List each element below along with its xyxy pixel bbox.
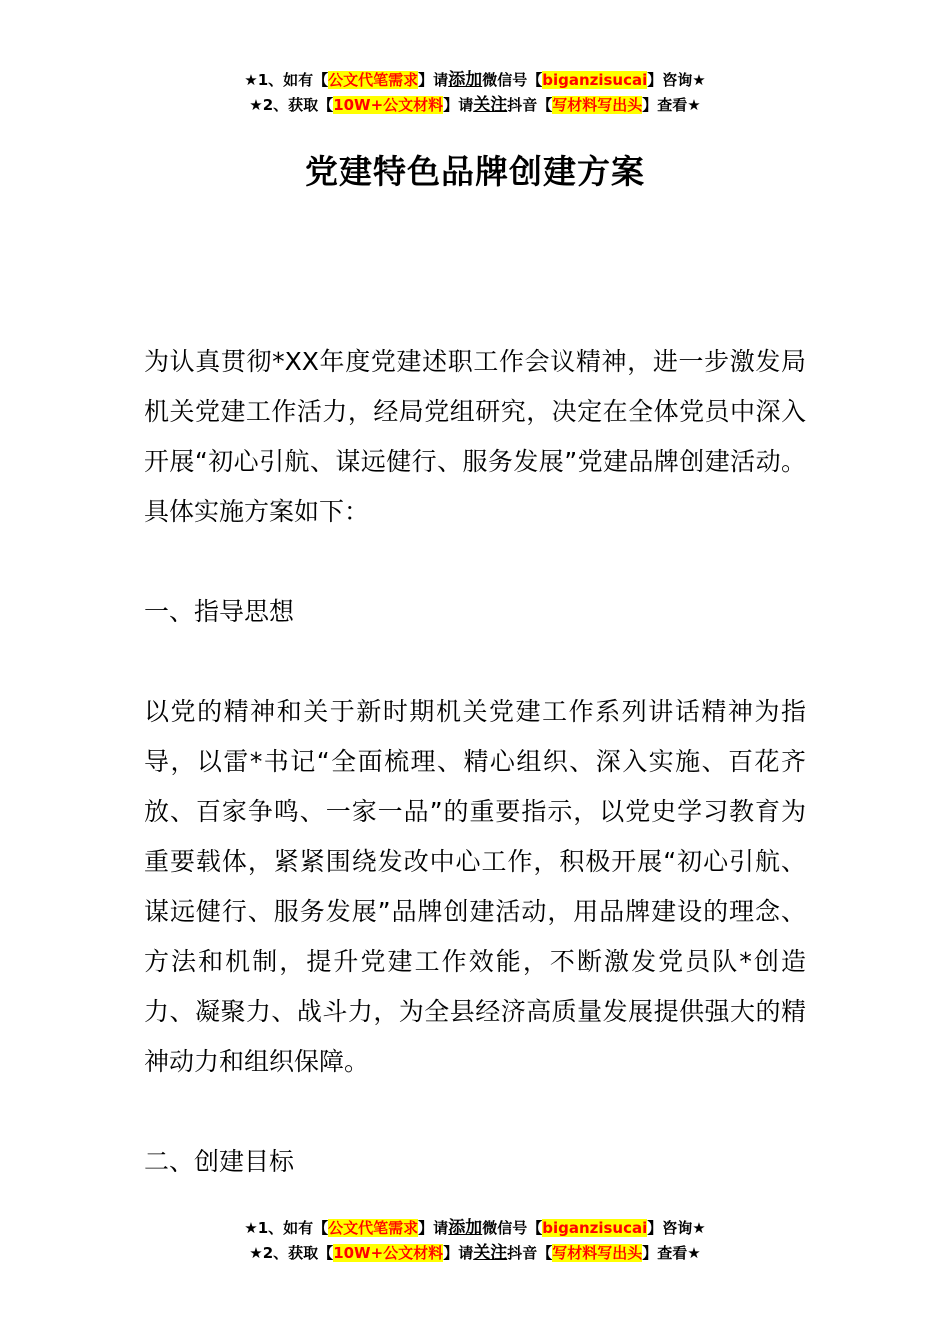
header-banner bbox=[0, 68, 950, 118]
banner-text: ★1、如有【 bbox=[244, 71, 329, 89]
intro-paragraph: 为认真贯彻*XX年度党建述职工作会议精神，进一步激发局机关党建工作活力，经局党组研究，决定在全体党员中深入开展“初心引航、谋远健行、服务发展”党建品牌创建活动。具体实施方案如下： bbox=[144, 347, 806, 526]
banner-text: 】请 bbox=[443, 96, 474, 114]
banner-emphasis: 添加 bbox=[448, 1218, 483, 1238]
section-1-body: 以党的精神和关于新时期机关党建工作系列讲话精神为指导，以雷*书记“全面梳理、精心组织、深入实施、百花齐放、百家争鸣、一家一品”的重要指示，以党史学习教育为重要载体，紧紧围绕发改中心工作，积极开展“初心引航、谋远健行、服务发展”品牌创建活动，用品牌建设的理念、方法和机制，提升党建工作效能，不断激发党员队*创造力、凝聚力、战斗力，为全县经济高质量发展提供强大的精神动力和组织保障。 bbox=[144, 697, 806, 1076]
banner-highlight: 公文代笔需求 bbox=[328, 71, 419, 89]
banner-text: 抖音【 bbox=[507, 96, 553, 114]
banner-text: 微信号【 bbox=[482, 71, 543, 89]
banner-highlight: 公文代笔需求 bbox=[328, 1219, 419, 1237]
banner-text: 】请 bbox=[443, 1244, 474, 1262]
banner-emphasis: 添加 bbox=[448, 70, 483, 90]
banner-emphasis: 关注 bbox=[473, 1243, 508, 1263]
banner-wechat-id: biganzisucai bbox=[542, 1219, 648, 1237]
banner-text: 】咨询★ bbox=[647, 71, 706, 89]
banner-douyin-id: 写材料写出头 bbox=[552, 96, 643, 114]
banner-text: 】查看★ bbox=[642, 1244, 701, 1262]
header-banner-line-1 bbox=[0, 68, 950, 93]
header-banner-line-2 bbox=[0, 93, 950, 118]
banner-highlight: 10W+公文材料 bbox=[333, 96, 444, 114]
banner-text: 】请 bbox=[418, 1219, 449, 1237]
banner-text: 抖音【 bbox=[507, 1244, 553, 1262]
footer-banner bbox=[0, 1216, 950, 1266]
document-body bbox=[144, 337, 806, 1187]
banner-text: 】咨询★ bbox=[647, 1219, 706, 1237]
banner-text: 】请 bbox=[418, 71, 449, 89]
banner-text: 】查看★ bbox=[642, 96, 701, 114]
banner-wechat-id: biganzisucai bbox=[542, 71, 648, 89]
document-title: 党建特色品牌创建方案 bbox=[305, 152, 645, 191]
section-2-heading: 二、创建目标 bbox=[144, 1147, 295, 1176]
banner-text: ★1、如有【 bbox=[244, 1219, 329, 1237]
section-1-heading: 一、指导思想 bbox=[144, 597, 295, 626]
banner-emphasis: 关注 bbox=[473, 95, 508, 115]
footer-banner-line-1 bbox=[0, 1216, 950, 1241]
banner-text: ★2、获取【 bbox=[249, 96, 334, 114]
banner-text: 微信号【 bbox=[482, 1219, 543, 1237]
banner-douyin-id: 写材料写出头 bbox=[552, 1244, 643, 1262]
banner-highlight: 10W+公文材料 bbox=[333, 1244, 444, 1262]
banner-text: ★2、获取【 bbox=[249, 1244, 334, 1262]
footer-banner-line-2 bbox=[0, 1241, 950, 1266]
